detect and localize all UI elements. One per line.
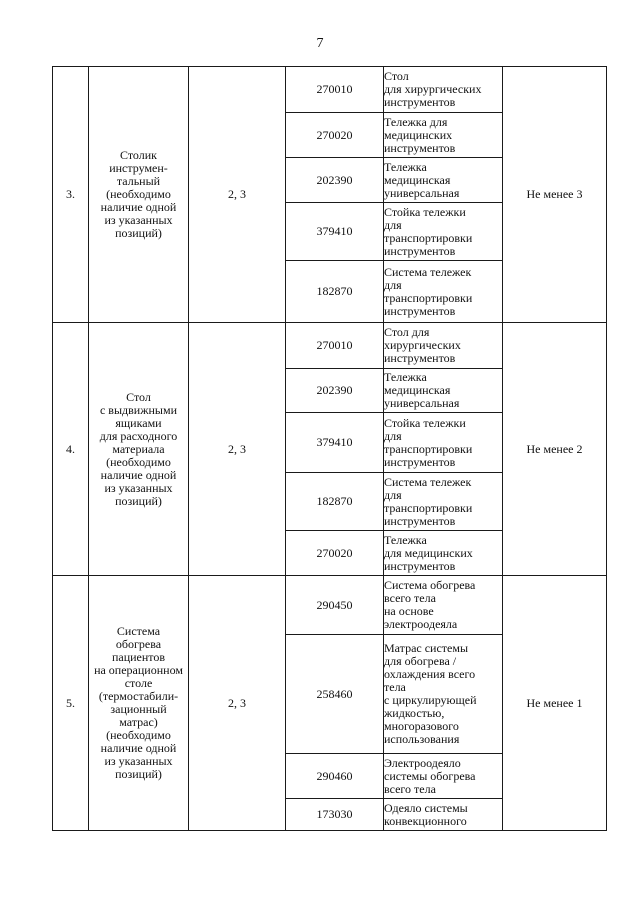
nomenclature-description: Матрас системы для обогрева / охлаждения всего тела с циркулирующей жидкостью, многоразового использования [384,635,503,754]
nomenclature-description: Тележка медицинская универсальная [384,369,503,413]
required-quantity: Не менее 2 [503,323,607,576]
nomenclature-code: 258460 [286,635,384,754]
item-number: 3. [53,67,89,323]
table-row [53,323,607,369]
item-number: 4. [53,323,89,576]
risk-class: 2, 3 [189,576,286,831]
item-name: Столик инструмен- тальный (необходимо наличие одной из указанных позиций) [89,67,189,323]
item-name: Стол с выдвижными ящиками для расходного материала (необходимо наличие одной из указанных позиций) [89,323,189,576]
risk-class: 2, 3 [189,323,286,576]
risk-class: 2, 3 [189,67,286,323]
nomenclature-code: 202390 [286,369,384,413]
nomenclature-description: Стойка тележки для транспортировки инструментов [384,203,503,261]
page-number: 7 [316,36,324,51]
nomenclature-description: Стол для хирургических инструментов [384,67,503,113]
required-quantity: Не менее 3 [503,67,607,323]
nomenclature-code: 173030 [286,799,384,831]
nomenclature-description: Система тележек для транспортировки инструментов [384,473,503,531]
nomenclature-code: 270020 [286,113,384,158]
nomenclature-code: 290460 [286,754,384,799]
table-row [53,67,607,113]
nomenclature-code: 379410 [286,413,384,473]
nomenclature-code: 202390 [286,158,384,203]
item-number: 5. [53,576,89,831]
nomenclature-description: Система обогрева всего тела на основе электроодеяла [384,576,503,635]
nomenclature-code: 182870 [286,261,384,323]
table-row [53,576,607,635]
nomenclature-description: Одеяло системы конвекционного [384,799,503,831]
nomenclature-description: Тележка для медицинских инструментов [384,531,503,576]
nomenclature-description: Система тележек для транспортировки инструментов [384,261,503,323]
nomenclature-code: 270010 [286,67,384,113]
nomenclature-description: Электроодеяло системы обогрева всего тела [384,754,503,799]
nomenclature-code: 270020 [286,531,384,576]
required-quantity: Не менее 1 [503,576,607,831]
nomenclature-code: 379410 [286,203,384,261]
item-name: Система обогрева пациентов на операционном столе (термостабили- зационный матрас) (необходимо наличие одной из указанных позиций) [89,576,189,831]
nomenclature-description: Тележка для медицинских инструментов [384,113,503,158]
equipment-table [52,66,607,831]
nomenclature-code: 290450 [286,576,384,635]
nomenclature-description: Стол для хирургических инструментов [384,323,503,369]
nomenclature-description: Тележка медицинская универсальная [384,158,503,203]
nomenclature-description: Стойка тележки для транспортировки инструментов [384,413,503,473]
nomenclature-code: 270010 [286,323,384,369]
nomenclature-code: 182870 [286,473,384,531]
